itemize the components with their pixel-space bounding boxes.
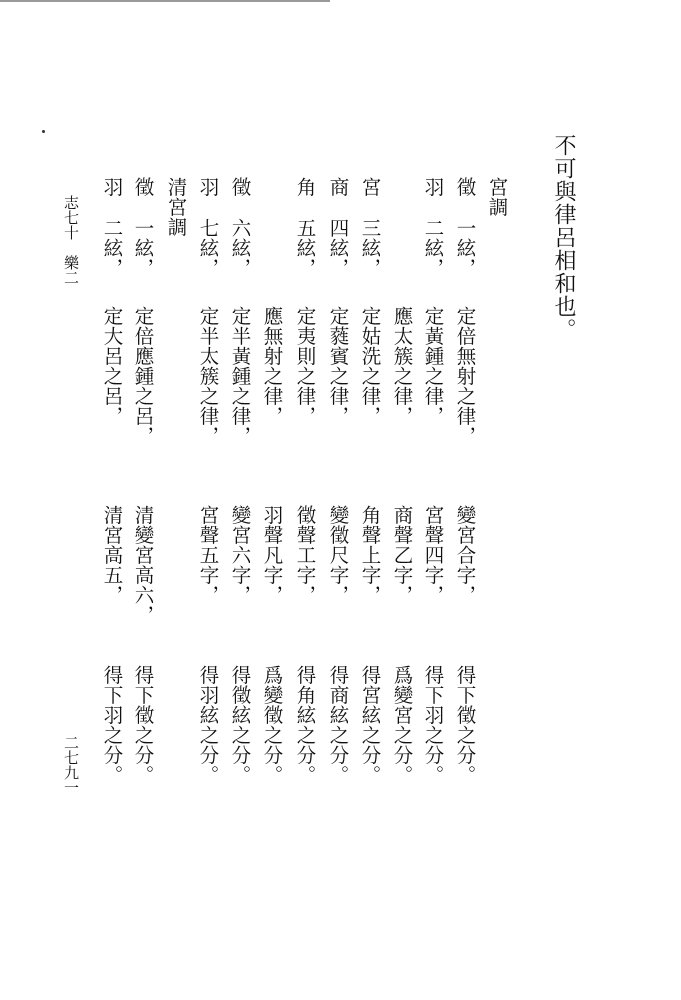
- row-string: 一絃，: [131, 218, 155, 278]
- row-note: 羽: [196, 177, 220, 197]
- row-pitch: 定大呂之呂，: [100, 306, 124, 426]
- row-name: 清變宮高六，: [131, 505, 155, 625]
- top-rule: [0, 0, 330, 2]
- row-string: 七絃，: [196, 218, 220, 278]
- row-result: 得羽絃之分。: [196, 665, 220, 785]
- row-name: 宮聲五字，: [196, 505, 220, 605]
- row-name: 徵聲工字，: [293, 505, 317, 605]
- row-pitch: 定倍無射之律，: [453, 306, 477, 446]
- row-pitch: 定蕤賓之律，: [326, 306, 350, 426]
- row-string: 一絃，: [453, 218, 477, 278]
- row-pitch: 定夷則之律，: [293, 306, 317, 426]
- row-result: 得商絃之分。: [326, 665, 350, 785]
- row-name: 清宮高五，: [100, 505, 124, 605]
- row-result: 得下羽之分。: [100, 665, 124, 785]
- row-note: 羽: [421, 177, 445, 197]
- page-number: 二七九一: [62, 735, 80, 795]
- row-result: 爲變徵之分。: [260, 665, 284, 785]
- row-pitch: 定姑洗之律，: [358, 306, 382, 426]
- row-name: 羽聲凡字，: [260, 505, 284, 605]
- row-name: 變宮六字，: [228, 505, 252, 605]
- row-note: 徵: [131, 177, 155, 197]
- row-note: 羽: [100, 177, 124, 197]
- section-heading-gong: 宮調: [485, 177, 509, 217]
- row-string: 二絃，: [421, 218, 445, 278]
- row-name: 宮聲四字，: [421, 505, 445, 605]
- row-result: 爲變宮之分。: [390, 665, 414, 785]
- row-result: 得宮絃之分。: [358, 665, 382, 785]
- row-name: 變徵尺字，: [326, 505, 350, 605]
- row-note: 徵: [453, 177, 477, 197]
- row-note: 商: [326, 177, 350, 197]
- row-pitch: 定半黃鍾之律，: [228, 306, 252, 446]
- speck: [42, 130, 45, 133]
- intro-line: 不可與律呂相和也。: [551, 134, 576, 341]
- row-string: 四絃，: [326, 218, 350, 278]
- row-result: 得徵絃之分。: [228, 665, 252, 785]
- row-string: 三絃，: [358, 218, 382, 278]
- row-note: 角: [293, 177, 317, 197]
- row-name: 角聲上字，: [358, 505, 382, 605]
- row-note: 宮: [358, 177, 382, 197]
- section-heading-qinggong: 清宮調: [164, 177, 188, 237]
- row-note: 徵: [228, 177, 252, 197]
- row-string: 六絃，: [228, 218, 252, 278]
- row-pitch: 應太簇之律，: [390, 306, 414, 426]
- row-result: 得下徵之分。: [453, 665, 477, 785]
- row-pitch: 定黃鍾之律，: [421, 306, 445, 426]
- row-pitch: 定半太簇之律，: [196, 306, 220, 446]
- row-pitch: 定倍應鍾之呂，: [131, 306, 155, 446]
- row-name: 變宮合字，: [453, 505, 477, 605]
- margin-section-title: 志七十 樂二: [62, 195, 80, 285]
- row-result: 得下羽之分。: [421, 665, 445, 785]
- row-result: 得下徵之分。: [131, 665, 155, 785]
- row-string: 二絃，: [100, 218, 124, 278]
- row-result: 得角絃之分。: [293, 665, 317, 785]
- row-pitch: 應無射之律，: [260, 306, 284, 426]
- row-name: 商聲乙字，: [390, 505, 414, 605]
- row-string: 五絃，: [293, 218, 317, 278]
